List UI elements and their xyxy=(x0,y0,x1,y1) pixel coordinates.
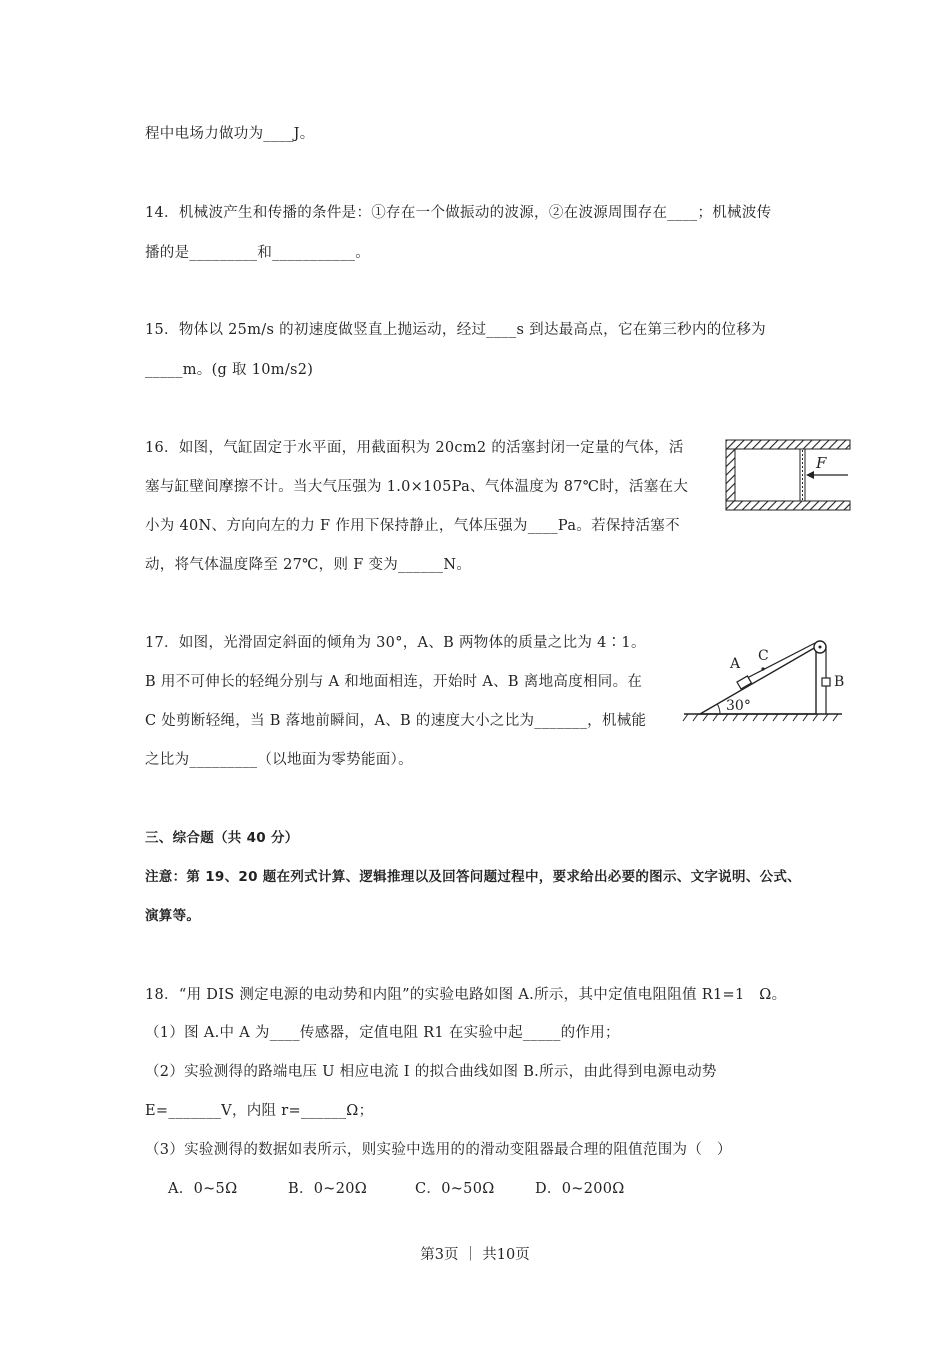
page-footer: 第3页 ｜ 共10页 xyxy=(420,1247,530,1263)
point-c xyxy=(761,667,764,670)
label-b: B xyxy=(834,674,845,690)
force-label: F xyxy=(816,454,827,472)
q17-line-2: B 用不可伸长的轻绳分别与 A 和地面相连，开始时 A、B 离地高度相同。在 xyxy=(145,674,643,690)
angle-label: 30° xyxy=(726,698,751,714)
q16-line-3: 小为 40N、方向向左的力 F 作用下保持静止，气体压强为____Pa。若保持活塞不 xyxy=(145,518,680,534)
q18-option-d: D．0~200Ω xyxy=(535,1181,625,1197)
label-c: C xyxy=(758,648,769,664)
cylinder-top-wall xyxy=(726,440,850,449)
section-3-title: 三、综合题（共 40 分） xyxy=(145,830,299,846)
q18-option-c: C．0~50Ω xyxy=(415,1181,495,1197)
q17-line-3: C 处剪断轻绳，当 B 落地前瞬间，A、B 的速度大小之比为_______，机械能 xyxy=(145,713,647,729)
q18-part-1: （1）图 A.中 A 为____传感器，定值电阻 R1 在实验中起_____的作用； xyxy=(145,1025,620,1041)
q18-part-3: （3）实验测得的数据如表所示，则实验中选用的的滑动变阻器最合理的阻值范围为（ ） xyxy=(145,1142,732,1158)
q16-line-1: 16．如图，气缸固定于水平面，用截面积为 20cm2 的活塞封闭一定量的气体，活 xyxy=(145,440,684,456)
q18-option-b: B．0~20Ω xyxy=(288,1181,368,1197)
cylinder-bottom-wall xyxy=(726,501,850,510)
q18-part-2a: （2）实验测得的路端电压 U 相应电流 I 的拟合曲线如图 B.所示，由此得到电源电动势 xyxy=(145,1064,717,1080)
q14-line-1: 14．机械波产生和传播的条件是：①存在一个做振动的波源，②在波源周围存在____；机械波传 xyxy=(145,205,772,221)
q18-option-a: A．0~5Ω xyxy=(168,1181,238,1197)
q13-tail: 程中电场力做功为____J。 xyxy=(145,126,315,142)
cylinder-figure xyxy=(722,436,852,516)
block-a xyxy=(737,676,751,689)
label-a: A xyxy=(730,656,741,672)
section-3-note-1: 注意：第 19、20 题在列式计算、逻辑推理以及回答问题过程中，要求给出必要的图示、文字说明、公式、 xyxy=(145,869,801,885)
cylinder-left-wall xyxy=(726,449,735,501)
q16-line-2: 塞与缸壁间摩擦不计。当大气压强为 1.0×105Pa、气体温度为 87℃时，活塞在大 xyxy=(145,479,689,495)
q18-line-1: 18．“用 DIS 测定电源的电动势和内阻”的实验电路如图 A.所示，其中定值电阻阻值 R1=1 Ω。 xyxy=(145,987,787,1003)
block-b xyxy=(822,678,830,686)
q14-line-2: 播的是_________和___________。 xyxy=(145,245,370,261)
incline-figure xyxy=(680,630,850,730)
section-3-note-2: 演算等。 xyxy=(145,908,201,924)
q15-line-2: _____m。(g 取 10m/s2) xyxy=(145,362,314,378)
q15-line-1: 15．物体以 25m/s 的初速度做竖直上抛运动，经过____s 到达最高点，它在第三秒内的位移为 xyxy=(145,322,766,338)
q17-line-4: 之比为_________（以地面为零势能面）。 xyxy=(145,752,413,768)
q18-part-2b: E=_______V，内阻 r=______Ω； xyxy=(145,1103,374,1119)
q17-line-1: 17．如图，光滑固定斜面的倾角为 30°，A、B 两物体的质量之比为 4∶1。 xyxy=(145,635,646,651)
q16-line-4: 动，将气体温度降至 27℃，则 F 变为______N。 xyxy=(145,557,472,573)
